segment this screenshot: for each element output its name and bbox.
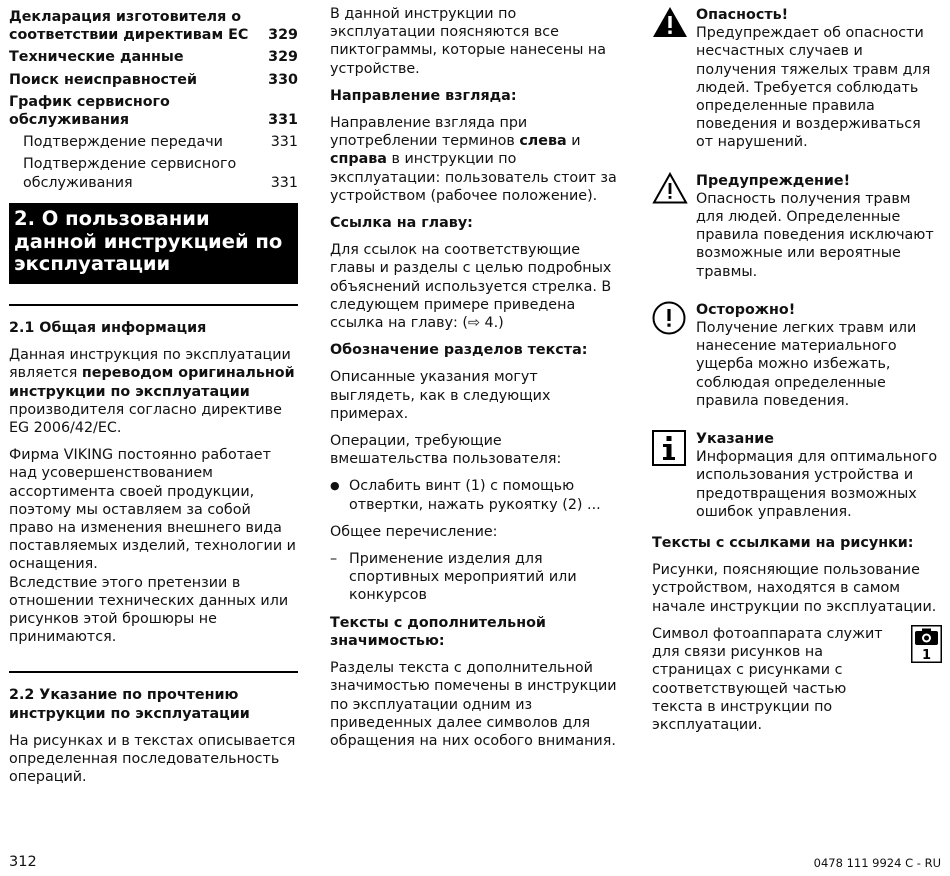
bullet-mark: ● bbox=[330, 479, 340, 493]
toc-label: График сервисного обслуживания bbox=[9, 93, 170, 129]
toc-page: 329 bbox=[268, 49, 298, 66]
note-title: Указание bbox=[696, 431, 774, 448]
subheading: Ссылка на главу: bbox=[330, 215, 473, 232]
camera-reference bbox=[652, 625, 942, 734]
danger-triangle-icon bbox=[652, 6, 696, 46]
info-icon bbox=[652, 430, 696, 470]
danger-block bbox=[652, 6, 942, 152]
note-text: Информация для оптимального использования устройства и предотвращения возможных ошибок управления. bbox=[696, 449, 938, 520]
toc-entry bbox=[9, 8, 298, 44]
toc-page: 331 bbox=[270, 174, 298, 191]
paragraph: Направление взгляда при употреблении терминов слева и справа в инструкции по эксплуатации: пользователь стоит за устройством (рабочее положение). bbox=[330, 115, 617, 204]
note-block bbox=[652, 430, 942, 521]
toc-page: 329 bbox=[268, 27, 298, 44]
section-divider bbox=[9, 304, 298, 306]
paragraph: Символ фотоаппарата служит для связи рисунков на страницах с рисунками с соответствующей частью текста в инструкции по эксплуатации. bbox=[652, 625, 883, 733]
caution-title: Осторожно! bbox=[696, 301, 796, 318]
section-heading: 2.1 Общая информация bbox=[9, 319, 207, 336]
caution-circle-icon bbox=[652, 301, 696, 341]
danger-text: Предупреждает об опасности несчастных случаев и получения тяжелых травм для людей. Требуется соблюдать определенные правила поведения и воздерживаться от нарушений. bbox=[696, 25, 931, 151]
toc-label: Технические данные bbox=[9, 49, 184, 66]
warning-text: Опасность получения травм для людей. Определенные правила поведения исключают возможные или вероятные травмы. bbox=[696, 190, 934, 280]
toc-entry bbox=[9, 155, 298, 191]
bullet-item bbox=[330, 477, 620, 513]
subheading: Обозначение разделов текста: bbox=[330, 342, 588, 359]
toc-entry bbox=[9, 48, 298, 66]
document-code: 0478 111 9924 C - RU bbox=[813, 856, 941, 870]
caution-text: Получение легких травм или нанесение материального ущерба можно избежать, соблюдая определенные правила поведения. bbox=[696, 320, 917, 409]
toc-label: Поиск неисправностей bbox=[9, 71, 198, 88]
middle-column bbox=[330, 5, 620, 750]
warning-triangle-icon bbox=[652, 172, 696, 212]
danger-title: Опасность! bbox=[696, 7, 789, 23]
dash-mark: – bbox=[330, 551, 338, 568]
right-column bbox=[652, 6, 942, 734]
subheading: Тексты с ссылками на рисунки: bbox=[652, 535, 914, 552]
toc-entry bbox=[9, 133, 298, 151]
dash-item bbox=[330, 550, 620, 605]
paragraph: Вследствие этого претензии в отношении технических данных или рисунков этой брошюры не принимаются. bbox=[9, 574, 289, 646]
toc-page: 330 bbox=[268, 71, 298, 88]
camera-number: 1 bbox=[921, 647, 932, 663]
chapter-title: 2. О пользовании данной инструкцией по эксплуатации bbox=[9, 203, 298, 284]
toc-label: Подтверждение сервисного обслуживания bbox=[23, 156, 237, 191]
toc-page: 331 bbox=[268, 112, 298, 129]
camera-icon bbox=[911, 625, 942, 663]
section-heading: 2.2 Указание по прочтению инструкции по эксплуатации bbox=[9, 687, 250, 722]
paragraph: На рисунках и в текстах описывается определенная последовательность операций. bbox=[9, 732, 296, 786]
paragraph: Разделы текста с дополнительной значимостью помечены в инструкции по эксплуатации одним из приведенных далее символов для обращения на них особого внимания. bbox=[330, 660, 617, 749]
warning-title: Предупреждение! bbox=[696, 172, 851, 189]
paragraph: Данная инструкция по эксплуатации является переводом оригинальной инструкции по эксплуатации производителя согласно директиве EG 2006/42/EC. bbox=[9, 347, 295, 436]
dash-text: Применение изделия для спортивных мероприятий или конкурсов bbox=[349, 551, 577, 604]
paragraph: Описанные указания могут выглядеть, как в следующих примерах. bbox=[330, 369, 551, 422]
left-column bbox=[9, 8, 298, 786]
toc-entry bbox=[9, 93, 298, 129]
paragraph: Операции, требующие вмешательства пользователя: bbox=[330, 433, 562, 468]
section-divider bbox=[9, 671, 298, 673]
paragraph: Для ссылок на соответствующие главы и разделы с целью подробных объяснений используется стрелка. В следующем примере приведена ссылка на главу: (⇨ 4.) bbox=[330, 242, 612, 332]
toc-label: Подтверждение передачи bbox=[23, 134, 223, 151]
toc-entry bbox=[9, 71, 298, 89]
subheading: Направление взгляда: bbox=[330, 87, 517, 104]
toc-label: Декларация изготовителя о соответствии директивам ЕС bbox=[9, 9, 249, 44]
toc-page: 331 bbox=[270, 134, 298, 151]
bullet-text: Ослабить винт (1) с помощью отвертки, нажать рукоятку (2) ... bbox=[349, 478, 601, 513]
paragraph: Общее перечисление: bbox=[330, 523, 498, 540]
warning-block bbox=[652, 172, 942, 281]
page-number: 312 bbox=[9, 854, 37, 870]
subheading: Тексты с дополнительной значимостью: bbox=[330, 614, 546, 649]
paragraph: В данной инструкции по эксплуатации поясняются все пиктограммы, которые нанесены на устройстве. bbox=[330, 6, 607, 77]
paragraph: Рисунки, поясняющие пользование устройством, находятся в самом начале инструкции по эксплуатации. bbox=[652, 562, 937, 615]
table-of-contents bbox=[9, 8, 298, 192]
paragraph: Фирма VIKING постоянно работает над усовершенствованием ассортимента своей продукции, поэтому мы оставляем за собой право на изменения внешнего вида поставляемых изделий, технологии и оснащения. bbox=[9, 447, 296, 573]
caution-block bbox=[652, 301, 942, 410]
